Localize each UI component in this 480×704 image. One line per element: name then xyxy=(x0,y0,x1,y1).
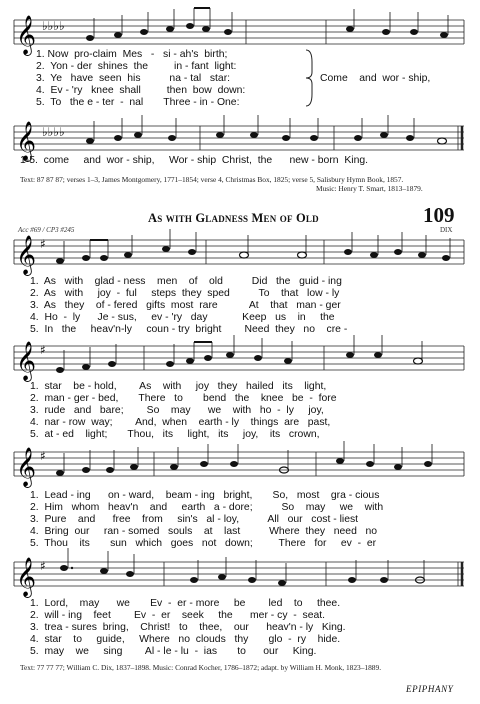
verse-line-5: 5. may we sing Al - le - lu - ias to our King. xyxy=(30,646,317,657)
staff-lines xyxy=(14,120,464,160)
verse-line-5: 5. Thou its sun which goes not down; There for ev - er xyxy=(30,538,377,549)
svg-text:♯: ♯ xyxy=(40,237,46,251)
verse-line-4: 4. nar - row way; And, when earth - ly things are past, xyxy=(30,417,331,428)
verse-line-3: 3. Ye have seen his na - tal star: xyxy=(36,73,231,84)
svg-text:♯: ♯ xyxy=(40,559,46,573)
svg-text:𝄞: 𝄞 xyxy=(16,121,37,161)
hymn-number: 109 xyxy=(423,203,455,227)
verse-line-2: 2. As with joy - ful steps they sped To that low - ly xyxy=(30,288,340,299)
verse-line-1: 1. As with glad - ness men of old Did the guid - ing xyxy=(30,276,342,287)
svg-text:𝄞: 𝄞 xyxy=(16,341,37,381)
verse-line-5: 5. In the heav'n-ly coun - try bright Need they no cre - xyxy=(30,324,348,335)
staff-lines xyxy=(14,556,464,596)
verse-line-5: 5. at - ed light; Thou, its light, its joy, its crown, xyxy=(30,429,320,440)
verse-line-3: 3. trea - sures bring, Christ! to thee, our heav'n - ly King. xyxy=(30,622,346,633)
verse-line-2: 2. Him whom heav'n and earth a - dore; So may we with xyxy=(30,502,384,513)
verse-line-3: 3. rude and bare; So may we with ho - ly joy, xyxy=(30,405,324,416)
hymn-title: As with Gladness Men of Old xyxy=(148,211,319,225)
verse-line-5: 5. To the e - ter - nal Three - in - One: xyxy=(36,97,240,108)
verse-line-1: 1. Lord, may we Ev - er - more be led to thee. xyxy=(30,598,341,609)
refrain-side-text: Come and wor - ship, xyxy=(320,73,431,84)
verse-line-4: 4. Ho - ly Je - sus, ev - 'ry day Keep us in the xyxy=(30,312,335,323)
svg-text:♯: ♯ xyxy=(40,343,46,357)
svg-text:𝄞: 𝄞 xyxy=(16,15,37,55)
verse-line-1: 1. star be - hold, As with joy they hailed its light, xyxy=(30,381,327,392)
music-credit: Music: Henry T. Smart, 1813–1879. xyxy=(316,184,423,193)
verse-line-2: 2. Yon - der shines the in - fant light: xyxy=(36,61,237,72)
svg-text:𝄞: 𝄞 xyxy=(16,447,37,487)
svg-text:♭♭♭♭: ♭♭♭♭ xyxy=(42,125,65,139)
tune-name: DIX xyxy=(440,226,453,234)
verse-line-1: 1. Now pro-claim Mes - si - ah's birth; xyxy=(36,49,228,60)
verse-line-4: 4. Bring our ran - somed souls at last Where they need no xyxy=(30,526,378,537)
svg-text:𝄞: 𝄞 xyxy=(16,235,37,275)
music-staff xyxy=(14,234,464,275)
staff-lines xyxy=(14,234,464,274)
accompaniment-ref: Acc #69 / CP3 #245 xyxy=(18,226,75,234)
verse-line-1: 1. Lead - ing on - ward, beam - ing bright, So, most gra - cious xyxy=(30,490,380,501)
svg-text:♯: ♯ xyxy=(40,449,46,463)
verse-line-2: 2. man - ger - bed, There to bend the knee be - fore xyxy=(30,393,337,404)
verse-line-2: 2. will - ing feet Ev - er seek the mer - cy - seat. xyxy=(30,610,326,621)
staff-lines xyxy=(14,14,464,54)
verse-brace xyxy=(304,48,314,108)
verse-line-3: 3. As they of - fered gifts most rare At that man - ger xyxy=(30,300,341,311)
staff-lines xyxy=(14,446,464,486)
verse-line-4: 4. star to guide, Where no clouds thy glo - ry hide. xyxy=(30,634,341,645)
music-staff xyxy=(14,556,464,597)
season-footer: EPIPHANY xyxy=(406,684,454,694)
music-staff xyxy=(14,340,464,381)
hymn-credit: Text: 77 77 77; William C. Dix, 1837–1898. Music: Conrad Kocher, 1786–1872; adapt. by William H. Monk, 1823–1889. xyxy=(20,663,382,672)
verse-line-4: 4. Ev - 'ry knee shall then bow down: xyxy=(36,85,246,96)
music-staff xyxy=(14,446,464,487)
verse-line-3: 3. Pure and free from sin's al - loy, All our cost - liest xyxy=(30,514,359,525)
svg-text:𝄞: 𝄞 xyxy=(16,557,37,597)
svg-text:♭♭♭♭: ♭♭♭♭ xyxy=(42,19,65,33)
refrain-line: 1-5. come and wor - ship, Wor - ship Christ, the new - born King. xyxy=(20,155,369,166)
staff-lines xyxy=(14,340,464,380)
text-credit: Text: 87 87 87; verses 1–3, James Montgomery, 1771–1854; verse 4, Christmas Box, 1825; verse 5, Salisbury Hymn Book, 1857. xyxy=(20,175,404,184)
